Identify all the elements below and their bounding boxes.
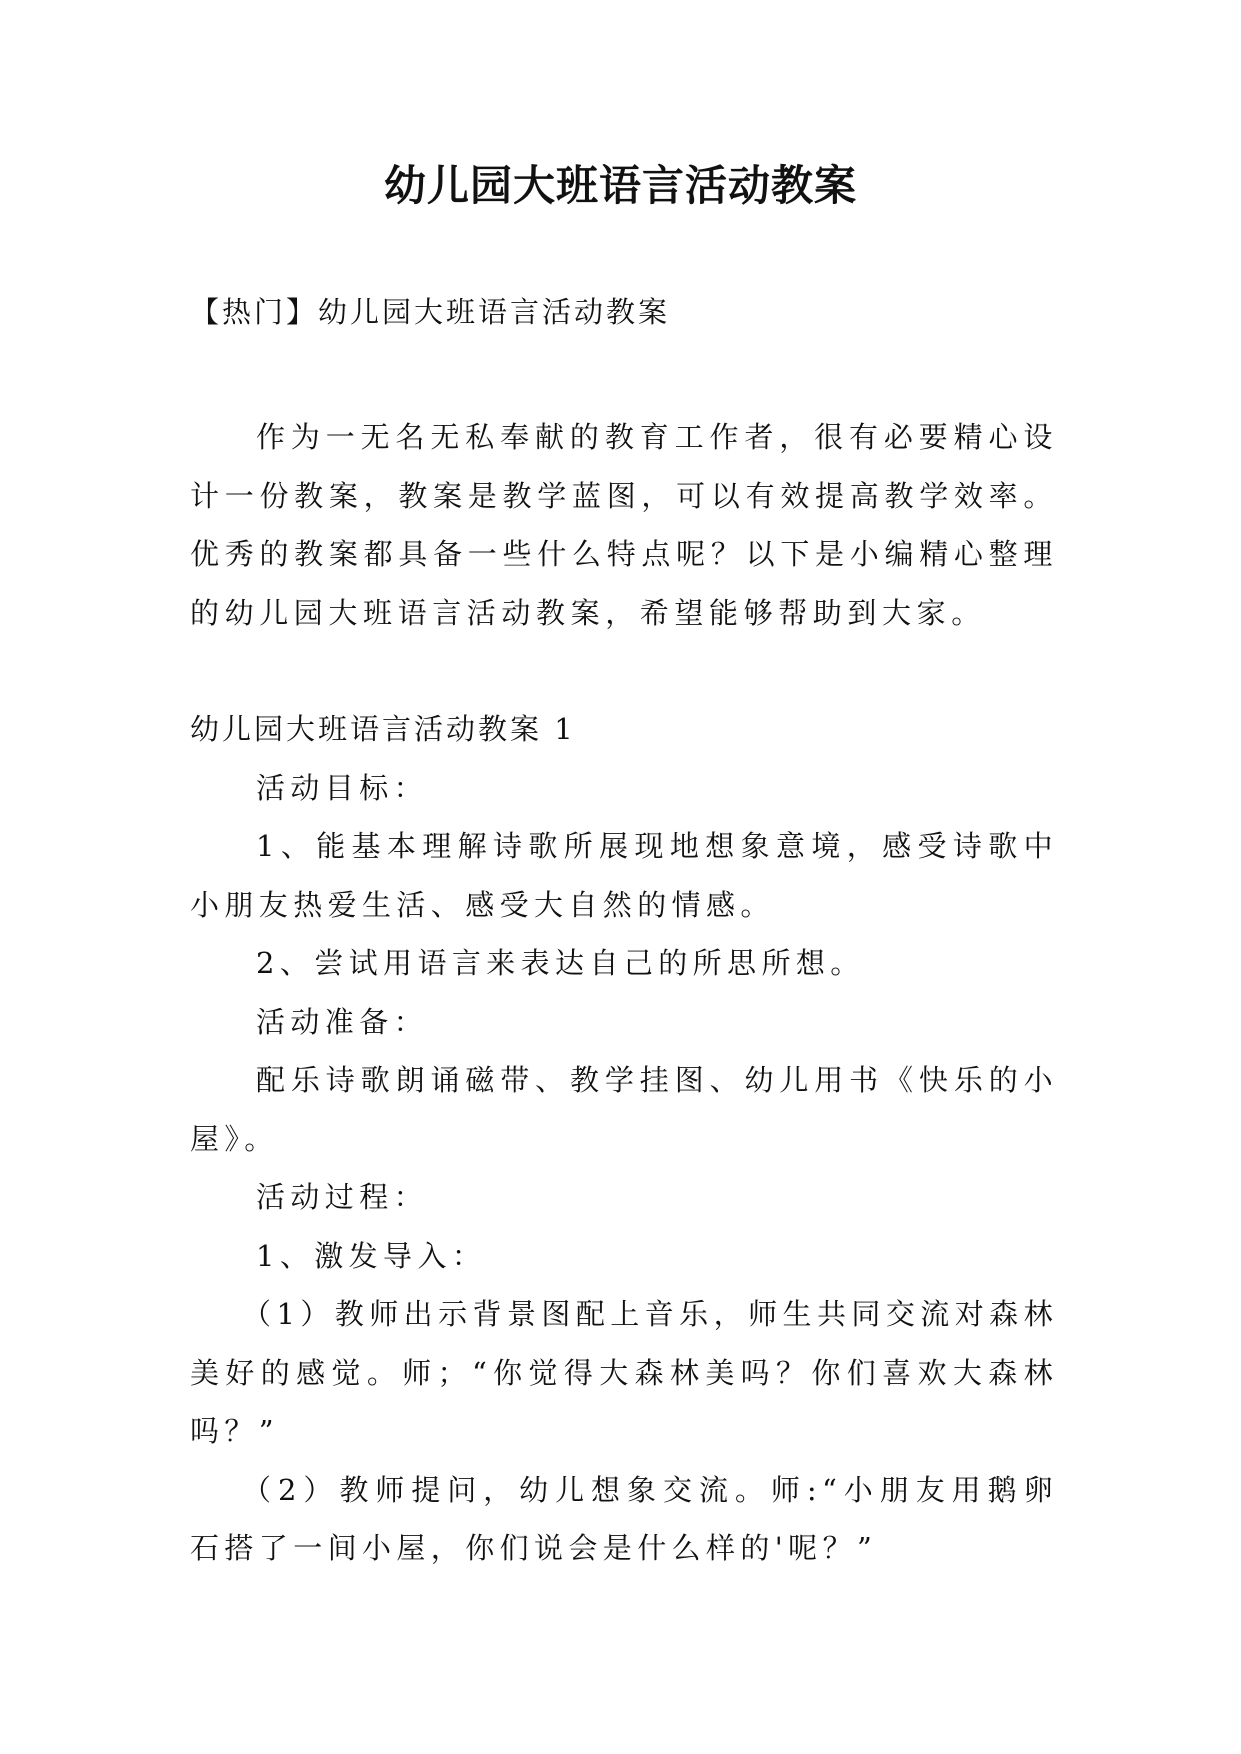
document-title: 幼儿园大班语言活动教案 xyxy=(383,161,857,210)
paragraph: 活动过程： xyxy=(256,1180,429,1214)
intro-paragraph: 作为一无名无私奉献的教育工作者，很有必要精心设计一份教案，教案是教学蓝图，可以有效提高教学效率。优秀的教案都具备一些什么特点呢？以下是小编精心整理的幼儿园大班语言活动教案，希望能够帮助到大家。 xyxy=(190,420,1058,630)
document-subtitle: 【热门】幼儿园大班语言活动教案 xyxy=(190,295,671,329)
paragraph: 配乐诗歌朗诵磁带、教学挂图、幼儿用书《快乐的小屋》。 xyxy=(190,1063,1058,1156)
paragraph: 1、激发导入： xyxy=(256,1238,487,1273)
paragraph: 2、尝试用语言来表达自己的所思所想。 xyxy=(256,946,865,980)
paragraph: 活动准备： xyxy=(256,1004,429,1039)
lesson-plan-body xyxy=(190,700,1058,1578)
paragraph: （2）教师提问，幼儿想象交流。师:“小朋友用鹅卵石搭了一间小屋，你们说会是什么样的'呢？” xyxy=(190,1472,1058,1565)
paragraph: 活动目标： xyxy=(256,770,429,805)
paragraph: （1）教师出示背景图配上音乐，师生共同交流对森林美好的感觉。师；“你觉得大森林美吗？你们喜欢大森林吗？” xyxy=(190,1297,1058,1448)
section-heading: 幼儿园大班语言活动教案 1 xyxy=(190,712,576,746)
paragraph: 1、能基本理解诗歌所展现地想象意境，感受诗歌中小朋友热爱生活、感受大自然的情感。 xyxy=(190,829,1058,922)
